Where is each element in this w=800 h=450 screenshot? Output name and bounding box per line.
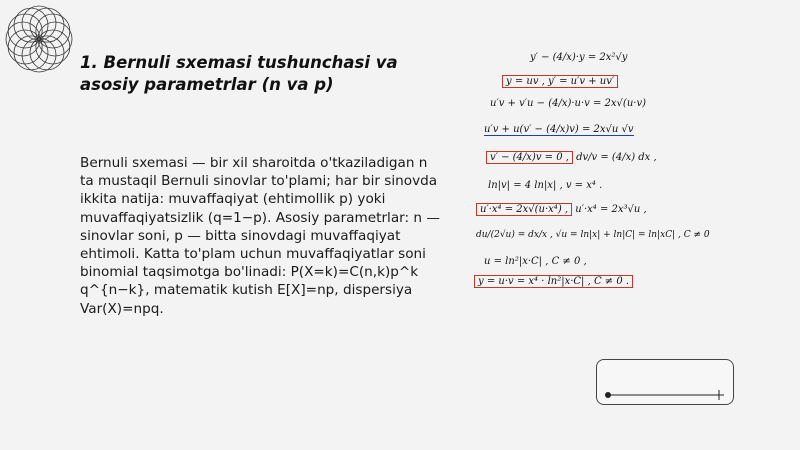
logo-ring [22, 6, 56, 40]
math-line: u′v + v′u − (4/x)·u·v = 2x√(u·v) [490, 98, 646, 109]
logo-ring [30, 8, 64, 42]
logo-ring [36, 14, 70, 48]
math-line [474, 276, 633, 287]
math-box: v′ − (4/x)v = 0 , [486, 151, 573, 164]
math-line: du/(2√u) = dx/x , √u = ln|x| + ln|C| = ln|xC| , C ≠ 0 [476, 230, 710, 240]
slide-title: 1. Bernuli sxemasi tushunchasi va asosiy parametrlar (n va p) [80, 53, 398, 94]
slider-widget[interactable] [596, 359, 734, 405]
math-derivation-image [470, 44, 710, 294]
math-line: y′ − (4/x)·y = 2x²√y [530, 52, 628, 63]
logo-ring [14, 36, 48, 70]
logo-ring [14, 8, 48, 42]
math-line: u = ln²|x·C| , C ≠ 0 , [484, 256, 587, 267]
logo-ring [8, 30, 42, 64]
math-underlined: u′v + u(v′ − (4/x)v) = 2x√u √v [484, 124, 634, 135]
slider-start-dot-icon [605, 392, 611, 398]
math-line [484, 124, 634, 135]
spirograph-logo-icon [4, 4, 74, 74]
logo-ring [6, 22, 40, 56]
math-fragment: u′·x⁴ = 2x³√u , [575, 204, 647, 215]
math-box: y = uv , y′ = u′v + uv′ [502, 75, 618, 88]
math-line [476, 204, 647, 215]
logo-ring [38, 22, 72, 56]
slide-body-text: Bernuli sxemasi — bir xil sharoitda o'tkaziladigan n ta mustaqil Bernuli sinovlar to'plami; har bir sinovda ikkita natija: muvaffaqiyat (ehtimollik p) yoki muvaffaqiyatsizlik (q=1−p). Asosiy parametrlar: n — sinovlar soni, p — bitta sinovdagi muvaffaqiyat ehtimoli. Katta to'plam uchun muvaffaqiyatlar soni binomial taqsimotga bo'linadi: P(X=k)=C(n,k)p^k q^{n−k}, matematik kutish E[X]=np, dispersiya Var(X)=npq. [80, 155, 440, 317]
math-box: u′·x⁴ = 2x√(u·x⁴) , [476, 203, 572, 216]
math-fragment: dv/v = (4/x) dx , [576, 152, 657, 163]
logo-ring [8, 14, 42, 48]
math-box: y = u·v = x⁴ · ln²|x·C| , C ≠ 0 . [474, 275, 633, 288]
logo-ring [36, 30, 70, 64]
math-line [502, 76, 618, 87]
math-line: ln|v| = 4 ln|x| , v = x⁴ . [488, 180, 603, 191]
math-line [486, 152, 657, 163]
logo-ring [22, 38, 56, 72]
logo-ring [30, 36, 64, 70]
slider-track-icon [597, 360, 733, 404]
